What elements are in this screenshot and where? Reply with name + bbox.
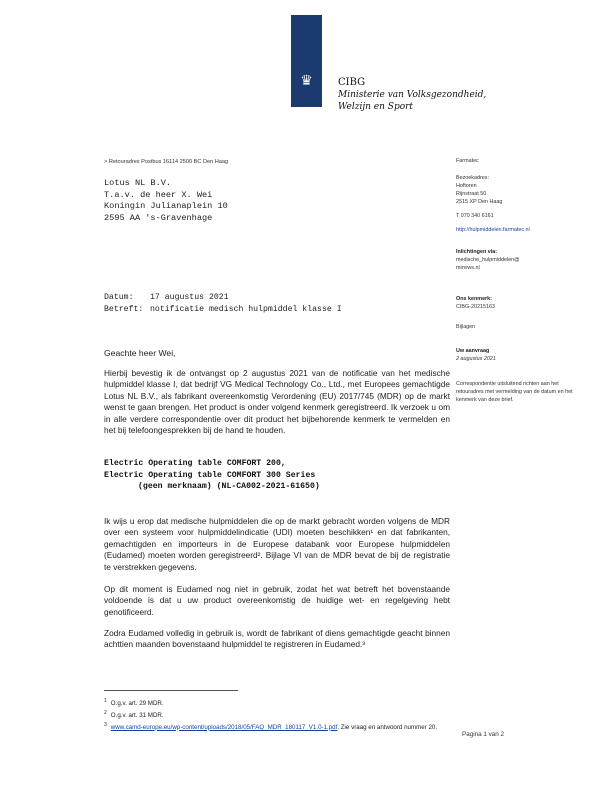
organization-name — [338, 77, 486, 113]
sidebar-visit-address — [456, 174, 576, 234]
sidebar-visit-line: 2515 XP Den Haag — [456, 199, 503, 205]
recipient-line: 2595 AA 's-Gravenhage — [104, 212, 213, 223]
product-block — [104, 458, 320, 493]
paragraph-confirmation: Hierbij bevestig ik de ontvangst op 2 augustus 2021 van de notificatie van het medische hulpmiddel klasse I, dat bedrijf VG Medical Technology Co., Ltd., met Europees gemachtigde Lotus NL B.V., als fabrikant overeenkomstig Verordening (EU) 2017/745 (MDR) op de markt wenst te gaan brengen. Het product is onder volgend kenmerk geregistreerd. Ik verzoek u om in alle verdere correspondentie over dit product het bijbehorende kenmerk te vermelden en het bij telefoongesprekken bij de hand te houden. — [104, 368, 450, 436]
paragraph-udi: Ik wijs u erop dat medische hulpmiddelen die op de markt gebracht worden volgens de MDR over een systeem voor hulpmiddelindicatie (UDI) moeten beschikken¹ en dat fabrikanten, gemachtigden en importeurs in de Europese databank voor Europese hulpmiddelen (Eudamed) moeten worden geregistreerd². Bijlage VI van de MDR bevat de bij de registratie te verstrekken gegevens. — [104, 516, 450, 572]
recipient-line: T.a.v. de heer X. Wei — [104, 189, 213, 200]
sidebar-your-request-value: 2 augustus 2021 — [456, 356, 496, 362]
product-line: (geen merknaam) (NL-CA002-2021-61650) — [138, 482, 320, 491]
sidebar-info — [456, 248, 576, 272]
org-abbreviation: CIBG — [338, 77, 366, 88]
footnote-link[interactable]: www.camd-europe.eu/wp-content/uploads/2018/05/FAQ_MDR_180117_V1.0-1.pdf — [110, 723, 338, 731]
subject-value: notificatie medisch hulpmiddel klasse I — [150, 304, 342, 314]
sidebar-reference — [456, 295, 576, 311]
sidebar-enclosures-label: Bijlagen — [456, 324, 476, 330]
sidebar-visit-line: Hoftoren — [456, 183, 477, 189]
page-number: Pagina 1 van 2 — [462, 731, 505, 738]
sidebar-info-label: Inlichtingen via: — [456, 249, 498, 255]
footnote — [104, 697, 464, 709]
sidebar-reference-label: Ons kenmerk: — [456, 296, 492, 302]
sidebar-visit-line: Rijnstraat 50 — [456, 191, 487, 197]
date-row — [104, 292, 342, 304]
subject-label: Betreft: — [104, 304, 144, 314]
sidebar-website-link[interactable]: http://hulpmiddelen.farmatec.nl — [456, 227, 530, 233]
date-label: Datum: — [104, 293, 134, 302]
paragraph-eudamed-status: Op dit moment is Eudamed nog niet in gebruik, zodat het wat betreft het bovenstaande voldoende is dat u uw product overeenkomstig de huidige wet- en regelgeving hebt genotificeerd. — [104, 584, 450, 617]
sidebar-correspondence-note: Correspondentie uitsluitend richten aan het retouradres met vermelding van de datum en het kenmerk van deze brief. — [456, 381, 573, 403]
footnote-number: 3 — [104, 721, 107, 728]
footnote-number: 2 — [104, 709, 107, 716]
sidebar-phone: T 070 340 6161 — [456, 213, 494, 219]
footnote — [104, 709, 464, 721]
letter-meta — [104, 292, 342, 315]
org-line-2: Welzijn en Sport — [338, 102, 414, 112]
footnote-text: O.g.v. art. 31 MDR. — [110, 711, 164, 719]
sidebar-reference-value: CIBG-20215163 — [456, 304, 495, 310]
recipient-address — [104, 178, 228, 224]
paragraph-registration: Zodra Eudamed volledig in gebruik is, wordt de fabrikant of diens gemachtigde geacht binnen achttien maanden bovenstaand hulpmiddel te registreren in Eudamed.³ — [104, 628, 450, 650]
date-value: 17 augustus 2021 — [150, 293, 229, 302]
recipient-line: Lotus NL B.V. — [104, 178, 172, 188]
footnote-text: O.g.v. art. 29 MDR. — [110, 700, 164, 708]
org-line-1: Ministerie van Volksgezondheid, — [338, 90, 487, 100]
sidebar-your-request — [456, 347, 576, 363]
crest-icon: ♛ — [300, 73, 313, 89]
sidebar-department: Farmatec — [456, 158, 479, 164]
logo-band — [291, 15, 322, 107]
sidebar-info-line: medische_hulpmiddelen@ — [456, 257, 520, 263]
footnote-text: . Zie vraag en antwoord nummer 20. — [337, 723, 438, 731]
footnote — [104, 721, 464, 733]
product-line: Electric Operating table COMFORT 300 Series — [104, 470, 316, 480]
sidebar-your-request-label: Uw aanvraag — [456, 348, 490, 354]
footnote-number: 1 — [104, 698, 107, 704]
sidebar-info-line: minvws.nl — [456, 265, 480, 271]
footnotes — [104, 697, 464, 733]
return-address: > Retouradres Postbus 16114 2500 BC Den Haag — [104, 159, 229, 165]
subject-row — [104, 304, 342, 316]
product-line: Electric Operating table COMFORT 200, — [104, 459, 286, 468]
salutation: Geachte heer Wei, — [104, 348, 176, 358]
sidebar-visit-label: Bezoekadres: — [456, 175, 489, 181]
recipient-line: Koningin Julianaplein 10 — [104, 201, 228, 211]
footnote-divider — [104, 690, 238, 691]
